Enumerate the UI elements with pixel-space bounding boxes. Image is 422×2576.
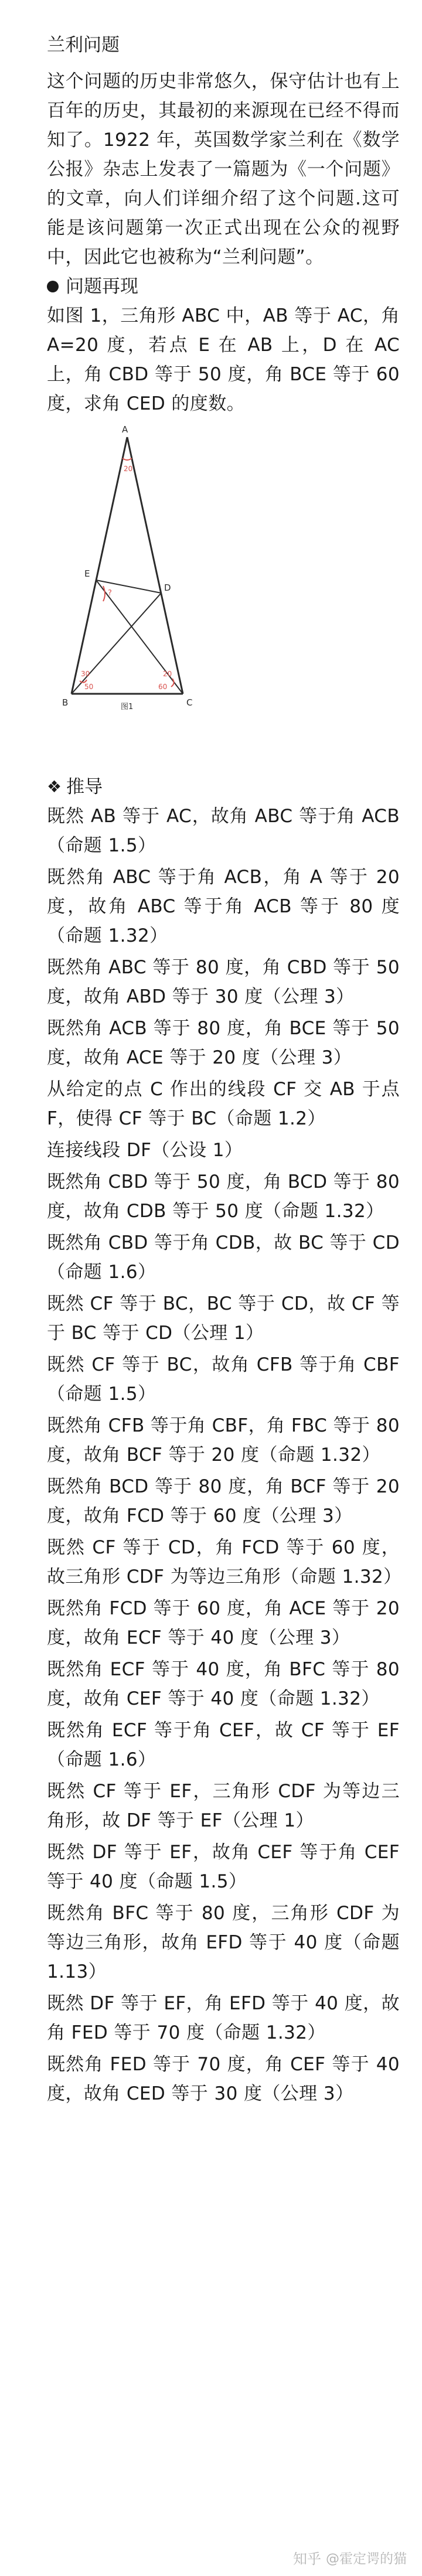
derivation-step: 既然角 BCD 等于 80 度，角 BCF 等于 20 度，故角 FCD 等于 60 度（公理 3） <box>47 1476 400 1526</box>
section-heading-derivation <box>47 772 400 802</box>
angle-arc-e <box>103 586 105 601</box>
derivation-step: 既然角 FCD 等于 60 度，角 ACE 等于 20 度，故角 ECF 等于 40 度（公理 3） <box>47 1598 400 1648</box>
watermark <box>293 2547 407 2568</box>
side-ab <box>72 437 127 694</box>
angle-label-b-lower: 50 <box>84 683 94 691</box>
derivation-step: 既然 DF 等于 EF，角 EFD 等于 40 度，故角 FED 等于 70 度（命题 1.32） <box>47 1993 400 2043</box>
derivation-steps <box>47 802 400 2108</box>
label-point-c: C <box>186 697 193 708</box>
side-ac <box>127 437 183 694</box>
watermark-brand: 知乎 <box>293 2551 321 2567</box>
label-point-d: D <box>164 582 171 593</box>
angle-arc-a <box>122 458 132 460</box>
diamond-bullet-icon: ❖ <box>47 777 62 796</box>
derivation-step: 既然角 ABC 等于角 ACB，角 A 等于 20 度，故角 ABC 等于角 ACB 等于 80 度（命题 1.32） <box>47 867 400 946</box>
watermark-author: @霍定谔的猫 <box>326 2551 407 2567</box>
problem-statement: 如图 1，三角形 ABC 中，AB 等于 AC，角 A=20 度，若点 E 在 AB 上，D 在 AC 上，角 CBD 等于 50 度，角 BCE 等于 60 度，求角 CED 的度数。 <box>47 305 400 414</box>
segment-ed <box>96 580 161 593</box>
derivation-step: 既然角 ECF 等于角 CEF，故 CF 等于 EF（命题 1.6） <box>47 1720 400 1770</box>
derivation-step: 既然 DF 等于 EF，故角 CEF 等于角 CEF 等于 40 度（命题 1.5） <box>47 1842 400 1892</box>
label-point-b: B <box>62 697 69 708</box>
angle-label-c-upper: 20 <box>163 670 172 678</box>
angle-label-c-lower: 60 <box>158 683 168 691</box>
derivation-step: 既然 AB 等于 AC，故角 ABC 等于角 ACB（命题 1.5） <box>47 806 400 856</box>
angle-label-b-upper: 30 <box>81 670 90 678</box>
figure-caption: 图1 <box>121 703 134 711</box>
derivation-step: 既然角 FED 等于 70 度，角 CEF 等于 40 度，故角 CED 等于 30 度（公理 3） <box>47 2054 400 2104</box>
triangle-diagram <box>54 418 200 747</box>
intro-paragraph: 这个问题的历史非常悠久，保守估计也有上百年的历史，其最初的来源现在已经不得而知了。1922 年，英国数学家兰利在《数学公报》杂志上发表了一篇题为《一个问题》的文章，向人们详细介绍了这个问题.这可能是该问题第一次正式出现在公众的视野中，因此它也被称为“兰利问题”。 <box>47 71 400 268</box>
derivation-step: 既然 CF 等于 BC，BC 等于 CD，故 CF 等于 BC 等于 CD（公理 1） <box>47 1293 400 1344</box>
section-heading-derivation-text: 推导 <box>66 776 103 798</box>
bullet-dot-icon <box>47 281 59 292</box>
segment-bd <box>72 593 161 694</box>
derivation-step: 既然角 ABC 等于 80 度，角 CBD 等于 50 度，故角 ABD 等于 30 度（公理 3） <box>47 957 400 1007</box>
derivation-step: 既然角 CBD 等于 50 度，角 BCD 等于 80 度，故角 CDB 等于 50 度（命题 1.32） <box>47 1171 400 1222</box>
label-point-a: A <box>122 424 128 435</box>
section-heading-problem-text: 问题再现 <box>66 276 138 297</box>
derivation-step: 连接线段 DF（公设 1） <box>47 1140 243 1161</box>
derivation-step: 既然角 CBD 等于角 CDB，故 BC 等于 CD（命题 1.6） <box>47 1232 400 1283</box>
angle-label-a: 20 <box>124 465 133 473</box>
derivation-step: 既然角 ACB 等于 80 度，角 BCE 等于 50 度，故角 ACE 等于 20 度（公理 3） <box>47 1018 400 1068</box>
section-heading-problem <box>47 272 400 301</box>
derivation-step: 从给定的点 C 作出的线段 CF 交 AB 于点 F，使得 CF 等于 BC（命题 1.2） <box>47 1079 400 1129</box>
angle-label-e: ? <box>108 589 112 598</box>
article-title: 兰利问题 <box>47 35 120 56</box>
figure-1 <box>54 418 200 747</box>
derivation-step: 既然 CF 等于 BC，故角 CFB 等于角 CBF（命题 1.5） <box>47 1354 400 1405</box>
derivation-step: 既然角 CFB 等于角 CBF，角 FBC 等于 80 度，故角 BCF 等于 20 度（命题 1.32） <box>47 1415 400 1466</box>
derivation-step: 既然 CF 等于 EF，三角形 CDF 为等边三角形，故 DF 等于 EF（公理 1） <box>47 1781 400 1831</box>
derivation-step: 既然角 ECF 等于 40 度，角 BFC 等于 80 度，故角 CEF 等于 40 度（命题 1.32） <box>47 1659 400 1709</box>
label-point-e: E <box>84 568 90 579</box>
derivation-step: 既然角 BFC 等于 80 度，三角形 CDF 为等边三角形，故角 EFD 等于 40 度（命题 1.13） <box>47 1903 400 1982</box>
derivation-step: 既然 CF 等于 CD，角 FCD 等于 60 度，故三角形 CDF 为等边三角形（命题 1.32） <box>47 1537 402 1587</box>
